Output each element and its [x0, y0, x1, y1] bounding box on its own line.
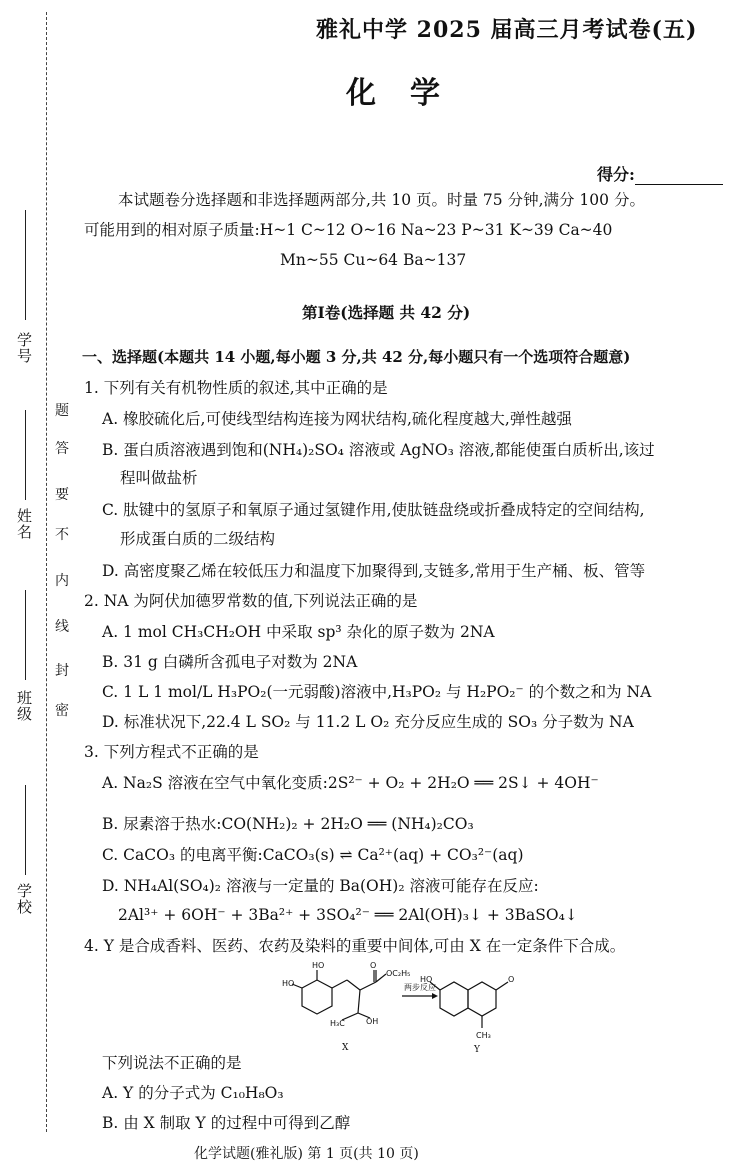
binding-margin: 学 号 姓 名 班 级 学 校 题 答 要 不 内 线 封 密: [0, 0, 70, 1175]
class-field[interactable]: [14, 590, 38, 735]
svg-text:O: O: [370, 961, 377, 970]
score-blank[interactable]: [635, 168, 723, 185]
binding-dashed-line: [46, 12, 47, 1132]
student-number-label: 学 号: [17, 331, 33, 365]
score-box: [597, 162, 723, 185]
class-label: 班 级: [17, 689, 33, 723]
q1-option-c-cont: 形成蛋白质的二级结构: [120, 530, 276, 548]
school-label: 学 校: [17, 882, 33, 916]
svg-text:OH: OH: [366, 1017, 379, 1026]
intro-text: 本试题卷分选择题和非选择题两部分,共 10 页。时量 75 分钟,满分 100 分。: [118, 191, 645, 209]
arrow-label: 两步反应: [404, 983, 436, 992]
q1-stem: 1. 下列有关有机物性质的叙述,其中正确的是: [84, 379, 388, 397]
svg-text:HO: HO: [282, 979, 295, 988]
q1-option-b-cont: 程叫做盐析: [120, 469, 198, 487]
label-y: Y: [474, 1045, 480, 1055]
q3-option-c: C. CaCO₃ 的电离平衡:CaCO₃(s) ⇌ Ca²⁺(aq) + CO₃²⁻(aq): [102, 846, 524, 864]
atomic-masses-line1: 可能用到的相对原子质量:H~1 C~12 O~16 Na~23 P~31 K~39 Ca~40: [84, 221, 613, 239]
svg-text:OC₂H₅: OC₂H₅: [386, 969, 411, 978]
q1-option-b: B. 蛋白质溶液遇到饱和(NH₄)₂SO₄ 溶液或 AgNO₃ 溶液,都能使蛋白质析出,该过: [102, 441, 655, 459]
svg-text:HO: HO: [312, 961, 325, 970]
name-field[interactable]: [14, 410, 38, 545]
label-x: X: [342, 1043, 349, 1053]
svg-text:CH₃: CH₃: [476, 1031, 491, 1040]
q2-option-a: A. 1 mol CH₃CH₂OH 中采取 sp³ 杂化的原子数为 2NA: [102, 623, 495, 641]
q2-option-c: C. 1 L 1 mol/L H₃PO₂(一元弱酸)溶液中,H₃PO₂ 与 H₂PO₂⁻ 的个数之和为 NA: [102, 683, 652, 701]
q4-ask: 下列说法不正确的是: [102, 1054, 242, 1072]
q1-option-a: A. 橡胶硫化后,可使线型结构连接为网状结构,硫化程度越大,弹性越强: [102, 410, 572, 428]
q3-option-d: D. NH₄Al(SO₄)₂ 溶液与一定量的 Ba(OH)₂ 溶液可能存在反应:: [102, 877, 539, 895]
exam-title: 雅礼中学 2025 届高三月考试卷(五): [316, 17, 698, 43]
student-number-field[interactable]: [14, 210, 38, 365]
q2-option-d: D. 标准状况下,22.4 L SO₂ 与 11.2 L O₂ 充分反应生成的 SO₃ 分子数为 NA: [102, 713, 634, 731]
q4-option-b: B. 由 X 制取 Y 的过程中可得到乙醇: [102, 1114, 351, 1132]
q4-stem: 4. Y 是合成香料、医药、农药及染料的重要中间体,可由 X 在一定条件下合成。: [84, 937, 626, 955]
q3-option-b: B. 尿素溶于热水:CO(NH₂)₂ + 2H₂O ══ (NH₄)₂CO₃: [102, 815, 474, 833]
subject-title: 化学: [346, 76, 474, 111]
page-footer: 化学试题(雅礼版) 第 1 页(共 10 页): [194, 1146, 419, 1162]
svg-text:HO: HO: [420, 975, 433, 984]
q2-option-b: B. 31 g 白磷所含孤电子对数为 2NA: [102, 653, 358, 671]
score-label: 得分:: [597, 165, 635, 184]
q3-stem: 3. 下列方程式不正确的是: [84, 743, 259, 761]
q3-option-d-equation: 2Al³⁺ + 6OH⁻ + 3Ba²⁺ + 3SO₄²⁻ ══ 2Al(OH)₃↓ + 3BaSO₄↓: [118, 906, 578, 924]
section-title: 第Ⅰ卷(选择题 共 42 分): [302, 303, 471, 322]
svg-text:O: O: [508, 975, 515, 984]
q1-option-c: C. 肽键中的氢原子和氧原子通过氢键作用,使肽链盘绕或折叠成特定的空间结构,: [102, 501, 645, 519]
part-heading: 一、选择题(本题共 14 小题,每小题 3 分,共 42 分,每小题只有一个选项符合题意): [82, 348, 631, 366]
q4-option-a: A. Y 的分子式为 C₁₀H₈O₃: [102, 1084, 284, 1102]
y-benzene-ring: [440, 982, 468, 1016]
school-field[interactable]: [14, 785, 38, 925]
reaction-diagram: [262, 958, 562, 1058]
q3-option-a: A. Na₂S 溶液在空气中氧化变质:2S²⁻ + O₂ + 2H₂O ══ 2S↓ + 4OH⁻: [102, 774, 599, 792]
atomic-masses-line2: Mn~55 Cu~64 Ba~137: [280, 251, 467, 269]
q2-stem: 2. NA 为阿伏加德罗常数的值,下列说法正确的是: [84, 592, 418, 610]
svg-text:H₃C: H₃C: [330, 1019, 345, 1028]
name-label: 姓 名: [17, 507, 33, 541]
x-benzene-ring: [302, 980, 332, 1014]
q1-option-d: D. 高密度聚乙烯在较低压力和温度下加聚得到,支链多,常用于生产桶、板、管等: [102, 562, 646, 580]
